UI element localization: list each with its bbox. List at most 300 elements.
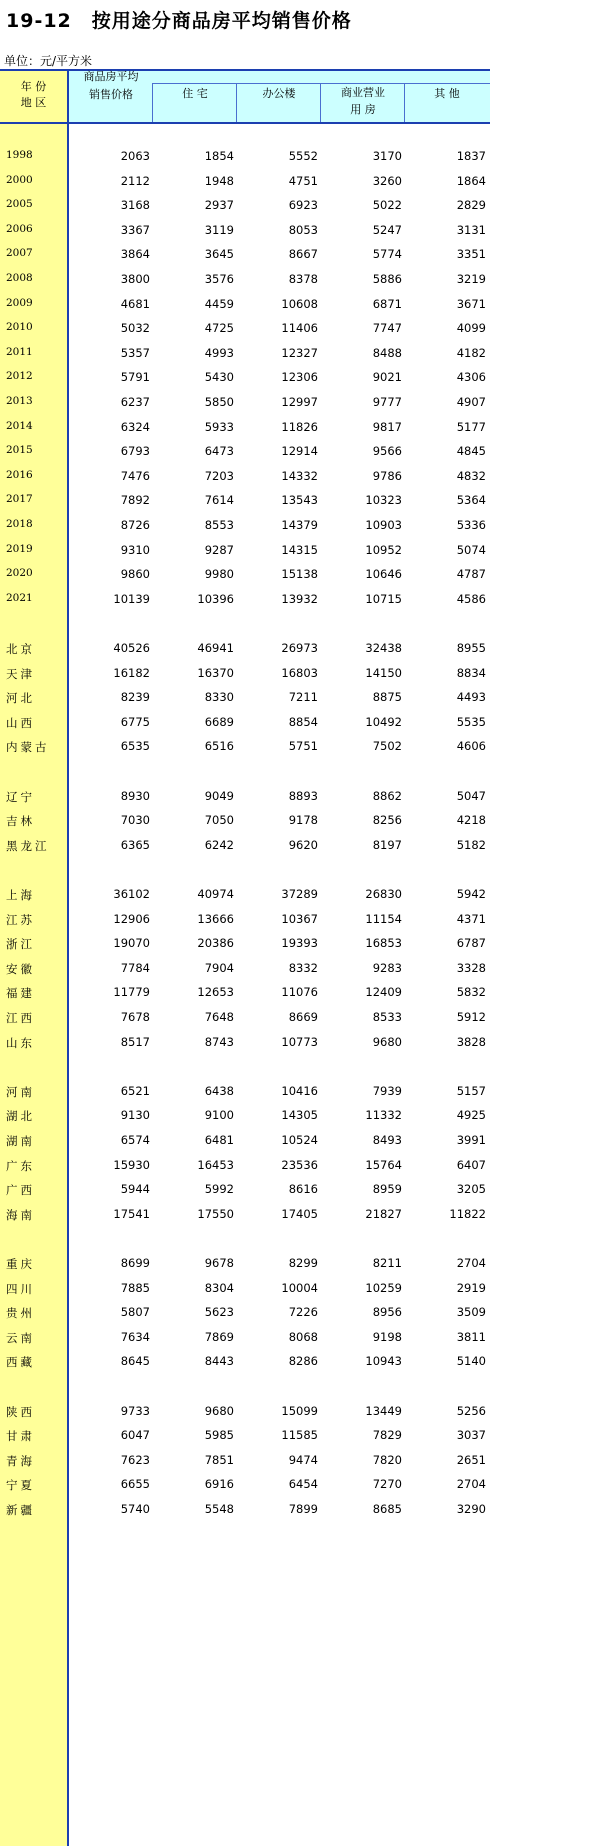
- other-price-cell: 4099: [456, 321, 486, 336]
- commercial-price-cell: 15764: [365, 1157, 402, 1172]
- residential-price-cell: 8330: [204, 690, 234, 705]
- commercial-price-cell: 7270: [372, 1477, 402, 1492]
- avg-price-cell: 5740: [120, 1502, 150, 1516]
- other-price-cell: 1864: [456, 173, 486, 188]
- year-label: 2008: [6, 272, 33, 284]
- office-price-cell: 8332: [288, 960, 318, 975]
- commercial-price-cell: 9786: [372, 468, 402, 483]
- other-price-cell: 5256: [456, 1403, 486, 1418]
- residential-price-cell: 6689: [204, 714, 234, 729]
- other-price-cell: 5140: [456, 1354, 486, 1369]
- table-row: [0, 391, 490, 413]
- table-row: [0, 342, 490, 364]
- region-label: 云南: [6, 1330, 35, 1345]
- region-label: 广西: [6, 1183, 35, 1198]
- table-row: [0, 268, 490, 290]
- avg-price-cell: 5032: [120, 321, 150, 336]
- commercial-price-cell: 5886: [372, 272, 402, 286]
- table-row: [0, 588, 490, 610]
- avg-price-cell: 2112: [120, 173, 150, 188]
- other-price-cell: 6407: [456, 1157, 486, 1172]
- region-label: 上海: [6, 888, 35, 902]
- region-label: 辽宁: [6, 789, 35, 804]
- office-price-cell: 10004: [281, 1280, 318, 1295]
- residential-price-cell: 9680: [204, 1403, 234, 1418]
- commercial-price-cell: 8956: [372, 1305, 402, 1320]
- table-row: [0, 243, 490, 265]
- avg-price-cell: 3864: [120, 247, 150, 262]
- commercial-price-cell: 6871: [372, 296, 402, 311]
- residential-price-cell: 9287: [204, 542, 234, 557]
- year-label: 2000: [6, 173, 33, 186]
- residential-price-cell: 40974: [197, 887, 234, 901]
- avg-price-cell: 8239: [120, 690, 150, 705]
- avg-price-cell: 7623: [120, 1452, 150, 1467]
- region-label: 重庆: [6, 1257, 35, 1271]
- commercial-price-cell: 10259: [365, 1280, 402, 1295]
- year-label: 2021: [6, 591, 33, 604]
- year-label: 2007: [6, 247, 33, 260]
- other-price-cell: 4907: [456, 395, 486, 409]
- office-price-cell: 19393: [281, 936, 318, 951]
- table-title: [6, 6, 352, 33]
- region-label: 河南: [6, 1084, 35, 1099]
- avg-price-cell: 7784: [120, 960, 150, 975]
- avg-price-cell: 17541: [113, 1206, 150, 1221]
- avg-price-cell: 8726: [120, 518, 150, 532]
- office-price-cell: 12327: [281, 345, 318, 360]
- table-row: [0, 440, 490, 462]
- avg-price-cell: 7885: [120, 1280, 150, 1295]
- table-row: [0, 465, 490, 487]
- other-price-cell: 3290: [456, 1502, 486, 1516]
- residential-price-cell: 5992: [204, 1182, 234, 1197]
- office-price-cell: 11826: [281, 419, 318, 434]
- residential-price-cell: 12653: [197, 985, 234, 1000]
- table-row: [0, 514, 490, 536]
- other-price-cell: 4493: [456, 690, 486, 705]
- office-price-cell: 9474: [288, 1452, 318, 1467]
- office-price-cell: 12997: [281, 395, 318, 409]
- office-price-cell: 6454: [288, 1477, 318, 1492]
- avg-price-cell: 11779: [113, 985, 150, 1000]
- commercial-price-cell: 10943: [365, 1354, 402, 1369]
- region-label: 北京: [6, 642, 35, 656]
- year-label: 2020: [6, 567, 33, 580]
- other-price-cell: 3811: [456, 1329, 486, 1344]
- header-office: 办公楼: [262, 87, 296, 100]
- residential-price-cell: 7203: [204, 468, 234, 483]
- other-price-cell: 3991: [456, 1133, 486, 1147]
- avg-price-cell: 3367: [120, 222, 150, 237]
- table-row: [0, 735, 490, 757]
- office-price-cell: 8669: [288, 1010, 318, 1024]
- table-row: [0, 662, 490, 684]
- other-price-cell: 2704: [456, 1256, 486, 1270]
- commercial-price-cell: 32438: [365, 641, 402, 655]
- commercial-price-cell: 7829: [372, 1428, 402, 1443]
- residential-price-cell: 7050: [204, 813, 234, 828]
- commercial-price-cell: 5774: [372, 247, 402, 262]
- avg-price-cell: 6521: [120, 1083, 150, 1098]
- header-avg-price-line1: 商品房平均: [83, 70, 139, 83]
- office-price-cell: 5751: [288, 739, 318, 754]
- residential-price-cell: 16453: [197, 1157, 234, 1172]
- region-label: 河北: [6, 691, 35, 706]
- residential-price-cell: 2937: [204, 198, 234, 213]
- other-price-cell: 5832: [456, 985, 486, 1000]
- header-other: 其 他: [434, 87, 460, 100]
- table-row: [0, 1154, 490, 1176]
- year-label: 2006: [6, 222, 33, 235]
- table-row: [0, 1006, 490, 1028]
- office-price-cell: 4751: [288, 173, 318, 188]
- commercial-price-cell: 3170: [372, 149, 402, 163]
- office-price-cell: 7899: [288, 1502, 318, 1516]
- year-label: 2014: [6, 419, 33, 432]
- header-bottom-rule: [0, 122, 490, 124]
- table-row: [0, 1424, 490, 1446]
- residential-price-cell: 9100: [204, 1108, 234, 1123]
- residential-price-cell: 4459: [204, 296, 234, 311]
- year-label: 2019: [6, 542, 33, 555]
- commercial-price-cell: 9021: [372, 370, 402, 385]
- avg-price-cell: 8699: [120, 1256, 150, 1270]
- table-row: [0, 366, 490, 388]
- residential-price-cell: 5430: [204, 370, 234, 385]
- commercial-price-cell: 10492: [365, 714, 402, 729]
- region-label: 新疆: [6, 1503, 35, 1517]
- avg-price-cell: 9860: [120, 567, 150, 582]
- other-price-cell: 5535: [456, 714, 486, 729]
- table-number: 19-12: [6, 10, 72, 32]
- commercial-price-cell: 10646: [365, 567, 402, 582]
- other-price-cell: 3205: [456, 1182, 486, 1197]
- residential-price-cell: 9678: [204, 1256, 234, 1270]
- table-row: [0, 539, 490, 561]
- residential-price-cell: 6242: [204, 837, 234, 852]
- unit-label: 单位：元/平方米: [4, 54, 93, 68]
- table-row: [0, 145, 490, 167]
- region-label: 江西: [6, 1011, 35, 1025]
- office-price-cell: 10773: [281, 1034, 318, 1049]
- office-price-cell: 12306: [281, 370, 318, 385]
- year-label: 2005: [6, 198, 33, 211]
- office-price-cell: 7226: [288, 1305, 318, 1320]
- region-label: 青海: [6, 1453, 35, 1468]
- residential-price-cell: 8743: [204, 1034, 234, 1049]
- avg-price-cell: 7476: [120, 468, 150, 483]
- year-label: 2009: [6, 296, 33, 309]
- office-price-cell: 12914: [281, 444, 318, 459]
- avg-price-cell: 7892: [120, 493, 150, 508]
- table-row: [0, 1449, 490, 1471]
- other-price-cell: 2829: [456, 198, 486, 213]
- table-row: [0, 1277, 490, 1299]
- region-label: 山西: [6, 715, 35, 730]
- avg-price-cell: 3800: [120, 272, 150, 286]
- residential-price-cell: 16370: [197, 665, 234, 680]
- region-label: 陕西: [6, 1404, 35, 1419]
- year-label: 2015: [6, 444, 33, 457]
- avg-price-cell: 5807: [120, 1305, 150, 1320]
- other-price-cell: 5336: [456, 518, 486, 532]
- other-price-cell: 3037: [456, 1428, 486, 1443]
- commercial-price-cell: 9198: [372, 1329, 402, 1344]
- commercial-price-cell: 8211: [372, 1256, 402, 1270]
- other-price-cell: 2919: [456, 1280, 486, 1295]
- table-row: [0, 293, 490, 315]
- commercial-price-cell: 7747: [372, 321, 402, 336]
- other-price-cell: 5177: [456, 419, 486, 434]
- table-row: [0, 317, 490, 339]
- office-price-cell: 17405: [281, 1206, 318, 1221]
- office-price-cell: 37289: [281, 887, 318, 901]
- commercial-price-cell: 13449: [365, 1403, 402, 1418]
- residential-price-cell: 1948: [204, 173, 234, 188]
- other-price-cell: 3671: [456, 296, 486, 311]
- other-price-cell: 4925: [456, 1108, 486, 1123]
- avg-price-cell: 5791: [120, 370, 150, 385]
- region-label: 福建: [6, 986, 35, 1001]
- residential-price-cell: 7904: [204, 960, 234, 975]
- other-price-cell: 4218: [456, 813, 486, 828]
- region-label: 西藏: [6, 1355, 35, 1370]
- avg-price-cell: 7634: [120, 1329, 150, 1344]
- avg-price-cell: 6655: [120, 1477, 150, 1492]
- region-label: 海南: [6, 1207, 35, 1222]
- commercial-price-cell: 8197: [372, 837, 402, 852]
- table-row: [0, 170, 490, 192]
- region-label: 浙江: [6, 937, 35, 952]
- office-price-cell: 11585: [281, 1428, 318, 1443]
- header-region: 地 区: [20, 96, 47, 109]
- avg-price-cell: 6535: [120, 739, 150, 754]
- other-price-cell: 5364: [456, 493, 486, 508]
- commercial-price-cell: 10903: [365, 518, 402, 532]
- year-label: 2017: [6, 493, 33, 506]
- commercial-price-cell: 7820: [372, 1452, 402, 1467]
- avg-price-cell: 6574: [120, 1133, 150, 1147]
- year-label: 2012: [6, 370, 33, 383]
- other-price-cell: 4371: [456, 911, 486, 926]
- avg-price-cell: 8517: [120, 1034, 150, 1049]
- year-label: 1998: [6, 149, 33, 161]
- office-price-cell: 7211: [288, 690, 318, 705]
- office-price-cell: 10608: [281, 296, 318, 311]
- residential-price-cell: 5623: [204, 1305, 234, 1320]
- header-avg-price-line2: 销售价格: [89, 88, 133, 101]
- commercial-price-cell: 21827: [365, 1206, 402, 1221]
- commercial-price-cell: 3260: [372, 173, 402, 188]
- residential-price-cell: 9049: [204, 788, 234, 803]
- avg-price-cell: 6365: [120, 837, 150, 852]
- region-label: 贵州: [6, 1306, 35, 1321]
- other-price-cell: 3509: [456, 1305, 486, 1320]
- header-commercial-line2: 用 房: [350, 103, 376, 116]
- year-label: 2013: [6, 395, 33, 407]
- office-price-cell: 8286: [288, 1354, 318, 1369]
- avg-price-cell: 36102: [113, 887, 150, 901]
- commercial-price-cell: 8493: [372, 1133, 402, 1147]
- table-row: [0, 908, 490, 930]
- header-year: 年 份: [20, 80, 47, 93]
- commercial-price-cell: 9817: [372, 419, 402, 434]
- office-price-cell: 14332: [281, 468, 318, 483]
- region-label: 安徽: [6, 961, 35, 976]
- commercial-price-cell: 8685: [372, 1502, 402, 1516]
- residential-price-cell: 9980: [204, 567, 234, 582]
- office-price-cell: 9620: [288, 837, 318, 852]
- commercial-price-cell: 5022: [372, 198, 402, 213]
- other-price-cell: 5074: [456, 542, 486, 557]
- table-row: [0, 1129, 490, 1151]
- commercial-price-cell: 7939: [372, 1083, 402, 1098]
- residential-price-cell: 6438: [204, 1083, 234, 1098]
- table-row: [0, 785, 490, 807]
- other-price-cell: 2651: [456, 1452, 486, 1467]
- avg-price-cell: 10139: [113, 591, 150, 606]
- avg-price-cell: 2063: [120, 149, 150, 163]
- other-price-cell: 8834: [456, 665, 486, 680]
- other-price-cell: 3219: [456, 272, 486, 286]
- region-label: 甘肃: [6, 1429, 35, 1444]
- region-label: 山东: [6, 1035, 35, 1050]
- avg-price-cell: 4681: [120, 296, 150, 311]
- table-row: [0, 563, 490, 585]
- region-label: 湖南: [6, 1134, 35, 1148]
- other-price-cell: 5942: [456, 887, 486, 901]
- office-price-cell: 14305: [281, 1108, 318, 1123]
- region-label: 广东: [6, 1158, 35, 1173]
- office-price-cell: 15138: [281, 567, 318, 582]
- office-price-cell: 11406: [281, 321, 318, 336]
- other-price-cell: 3351: [456, 247, 486, 262]
- year-label: 2011: [6, 345, 33, 358]
- office-price-cell: 13932: [281, 591, 318, 606]
- other-price-cell: 6787: [456, 936, 486, 951]
- table-row: [0, 1203, 490, 1225]
- commercial-price-cell: 5247: [372, 222, 402, 237]
- other-price-cell: 5157: [456, 1083, 486, 1098]
- office-price-cell: 9178: [288, 813, 318, 828]
- table-row: [0, 1350, 490, 1372]
- commercial-price-cell: 8533: [372, 1010, 402, 1024]
- table-title-text: 按用途分商品房平均销售价格: [91, 10, 352, 32]
- other-price-cell: 4787: [456, 567, 486, 582]
- avg-price-cell: 9733: [120, 1403, 150, 1418]
- commercial-price-cell: 10715: [365, 591, 402, 606]
- table-row: [0, 219, 490, 241]
- residential-price-cell: 20386: [197, 936, 234, 951]
- residential-price-cell: 7869: [204, 1329, 234, 1344]
- office-price-cell: 16803: [281, 665, 318, 680]
- avg-price-cell: 3168: [120, 198, 150, 213]
- region-label: 湖北: [6, 1109, 35, 1124]
- header-subrule: [152, 83, 490, 84]
- table-row: [0, 834, 490, 856]
- region-label: 宁夏: [6, 1478, 35, 1493]
- avg-price-cell: 16182: [113, 665, 150, 680]
- residential-price-cell: 3119: [204, 222, 234, 237]
- commercial-price-cell: 8875: [372, 690, 402, 705]
- office-price-cell: 15099: [281, 1403, 318, 1418]
- office-price-cell: 8893: [288, 788, 318, 803]
- header-residential: 住 宅: [182, 87, 208, 100]
- header-commercial-line1: 商业营业: [341, 86, 385, 99]
- region-label: 吉林: [6, 814, 35, 829]
- region-label: 黑龙江: [6, 838, 50, 853]
- table-row: [0, 416, 490, 438]
- residential-price-cell: 6481: [204, 1133, 234, 1147]
- commercial-price-cell: 8862: [372, 788, 402, 803]
- residential-price-cell: 4725: [204, 321, 234, 336]
- avg-price-cell: 8645: [120, 1354, 150, 1369]
- office-price-cell: 8616: [288, 1182, 318, 1197]
- table-row: [0, 809, 490, 831]
- residential-price-cell: 3645: [204, 247, 234, 262]
- commercial-price-cell: 12409: [365, 985, 402, 1000]
- other-price-cell: 5912: [456, 1010, 486, 1024]
- avg-price-cell: 40526: [113, 641, 150, 655]
- region-label: 四川: [6, 1281, 35, 1296]
- residential-price-cell: 7648: [204, 1010, 234, 1024]
- avg-price-cell: 15930: [113, 1157, 150, 1172]
- office-price-cell: 8299: [288, 1256, 318, 1270]
- commercial-price-cell: 8959: [372, 1182, 402, 1197]
- residential-price-cell: 5985: [204, 1428, 234, 1443]
- residential-price-cell: 5850: [204, 395, 234, 409]
- office-price-cell: 10524: [281, 1133, 318, 1147]
- office-price-cell: 8667: [288, 247, 318, 262]
- table-row: [0, 1400, 490, 1422]
- region-label: 天津: [6, 666, 35, 681]
- price-table: [0, 69, 490, 1846]
- commercial-price-cell: 8256: [372, 813, 402, 828]
- avg-price-cell: 5944: [120, 1182, 150, 1197]
- residential-price-cell: 4993: [204, 345, 234, 360]
- residential-price-cell: 46941: [197, 641, 234, 655]
- commercial-price-cell: 9283: [372, 960, 402, 975]
- other-price-cell: 5182: [456, 837, 486, 852]
- office-price-cell: 14379: [281, 518, 318, 532]
- other-price-cell: 3828: [456, 1034, 486, 1049]
- commercial-price-cell: 9680: [372, 1034, 402, 1049]
- avg-price-cell: 6775: [120, 714, 150, 729]
- table-row: [0, 981, 490, 1003]
- year-label: 2018: [6, 518, 33, 530]
- office-price-cell: 6923: [288, 198, 318, 213]
- avg-price-cell: 6324: [120, 419, 150, 434]
- table-row: [0, 1080, 490, 1102]
- table-row: [0, 1104, 490, 1126]
- other-price-cell: 4606: [456, 739, 486, 754]
- other-price-cell: 2704: [456, 1477, 486, 1492]
- table-row: [0, 1301, 490, 1323]
- avg-price-cell: 5357: [120, 345, 150, 360]
- avg-price-cell: 7030: [120, 813, 150, 828]
- table-row: [0, 1031, 490, 1053]
- residential-price-cell: 8553: [204, 518, 234, 532]
- residential-price-cell: 6473: [204, 444, 234, 459]
- office-price-cell: 11076: [281, 985, 318, 1000]
- table-row: [0, 711, 490, 733]
- other-price-cell: 4586: [456, 591, 486, 606]
- avg-price-cell: 7678: [120, 1010, 150, 1024]
- table-row: [0, 1473, 490, 1495]
- commercial-price-cell: 9777: [372, 395, 402, 409]
- office-price-cell: 8854: [288, 714, 318, 729]
